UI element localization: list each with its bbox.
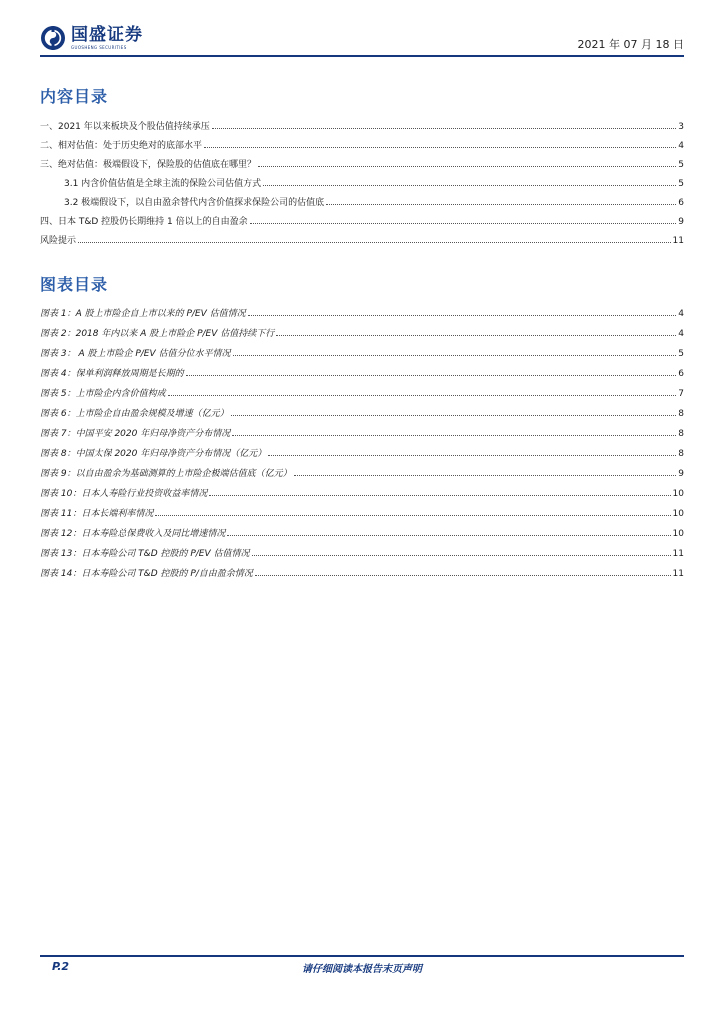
leader-dots [248,314,677,316]
figure-item-page: 6 [678,369,684,379]
leader-dots [233,354,677,356]
toc-item[interactable] [40,230,684,246]
leader-dots [168,394,677,396]
figure-item-page: 8 [678,449,684,459]
leader-dots [263,184,676,186]
toc-item-page: 3 [678,122,684,132]
figure-item-label: 图表 12：日本寿险总保费收入及同比增速情况 [40,529,226,539]
figure-item-page: 11 [672,549,684,559]
figure-item[interactable] [40,443,684,459]
figure-item[interactable] [40,403,684,419]
figure-item-label: 图表 10：日本人寿险行业投资收益率情况 [40,489,208,499]
figure-item-label: 图表 2：2018 年内以来 A 股上市险企 P/EV 估值持续下行 [40,329,275,339]
logo-icon [40,25,66,51]
header-divider [40,55,684,57]
leader-dots [204,146,676,148]
figure-item-page: 4 [678,309,684,319]
figure-item-label: 图表 14：日本寿险公司 T&D 控股的 P/自由盈余情况 [40,569,253,579]
figure-item[interactable] [40,383,684,399]
logo-text: 国盛证券 [71,24,143,45]
disclaimer-note: 请仔细阅读本报告末页声明 [302,964,422,975]
figure-item[interactable] [40,303,684,319]
toc-item-label: 四、日本 T&D 控股仍长期维持 1 倍以上的自由盈余 [40,217,248,227]
leader-dots [155,514,670,516]
leader-dots [255,574,671,576]
leader-dots [276,334,676,336]
toc-item-page: 5 [678,179,684,189]
toc-item-page: 6 [678,198,684,208]
figure-item[interactable] [40,503,684,519]
leader-dots [258,165,676,167]
figure-item-page: 5 [678,349,684,359]
figure-item-page: 10 [672,489,684,499]
figure-item-label: 图表 5：上市险企内含价值构成 [40,389,166,399]
toc-item-label: 三、绝对估值：极端假设下，保险股的估值底在哪里？ [40,160,257,170]
toc-item-label: 3.1 内含价值估值是全球主流的保险公司估值方式 [64,179,262,189]
figure-item-label: 图表 11：日本长端利率情况 [40,509,154,519]
toc-item-page: 9 [678,217,684,227]
leader-dots [268,454,676,456]
figure-item[interactable] [40,463,684,479]
toc-item-page: 5 [678,160,684,170]
figure-item-label: 图表 6：上市险企自由盈余规模及增速（亿元） [40,409,229,419]
report-date: 2021 年 07 月 18 日 [577,38,684,51]
leader-dots [294,474,677,476]
toc-item[interactable] [40,135,684,151]
leader-dots [252,554,671,556]
toc-item-label: 一、2021 年以来板块及个股估值持续承压 [40,122,210,132]
toc-item-page: 11 [672,236,684,246]
figure-item-page: 4 [678,329,684,339]
figure-item[interactable] [40,523,684,539]
toc-item[interactable] [40,116,684,132]
company-logo [40,22,143,54]
figure-item[interactable] [40,423,684,439]
toc-item-label: 风险提示 [40,236,77,246]
logo-subtext: GUOSHENG SECURITIES [71,44,127,50]
figure-item[interactable] [40,563,684,579]
leader-dots [231,414,677,416]
toc-item-page: 4 [678,141,684,151]
figure-item[interactable] [40,363,684,379]
leader-dots [232,434,676,436]
figure-item-label: 图表 1：A 股上市险企自上市以来的 P/EV 估值情况 [40,309,246,319]
figure-item-page: 8 [678,409,684,419]
figure-item[interactable] [40,483,684,499]
figure-item[interactable] [40,323,684,339]
figure-item-page: 11 [672,569,684,579]
toc-item[interactable] [40,154,684,170]
toc-item-label: 二、相对估值：处于历史绝对的底部水平 [40,141,203,151]
figure-item[interactable] [40,343,684,359]
leader-dots [212,127,676,129]
leader-dots [186,374,677,376]
leader-dots [326,203,676,205]
toc-item[interactable] [40,211,684,227]
figure-item-label: 图表 13：日本寿险公司 T&D 控股的 P/EV 估值情况 [40,549,250,559]
figure-item-label: 图表 9：以自由盈余为基础测算的上市险企极端估值底（亿元） [40,469,292,479]
page-header [40,22,684,56]
figure-item-page: 10 [672,509,684,519]
figure-item-page: 8 [678,429,684,439]
figure-item-label: 图表 3： A 股上市险企 P/EV 估值分位水平情况 [40,349,231,359]
page-number: P.2 [52,960,70,973]
figure-item-page: 9 [678,469,684,479]
figures-title: 图表目录 [40,275,109,294]
figure-item-label: 图表 4：保单利润释放周期是长期的 [40,369,184,379]
figure-item-page: 10 [672,529,684,539]
figure-item-label: 图表 8：中国太保 2020 年归母净资产分布情况（亿元） [40,449,267,459]
footer-divider [40,955,684,957]
toc-item-label: 3.2 极端假设下，以自由盈余替代内含价值探求保险公司的估值底 [64,198,325,208]
figure-item-label: 图表 7：中国平安 2020 年归母净资产分布情况 [40,429,231,439]
figure-item[interactable] [40,543,684,559]
leader-dots [227,534,670,536]
leader-dots [78,241,671,243]
toc-subitem[interactable] [64,173,684,189]
leader-dots [250,222,677,224]
contents-title: 内容目录 [40,87,109,106]
figure-item-page: 7 [678,389,684,399]
toc-subitem[interactable] [64,192,684,208]
leader-dots [209,494,670,496]
